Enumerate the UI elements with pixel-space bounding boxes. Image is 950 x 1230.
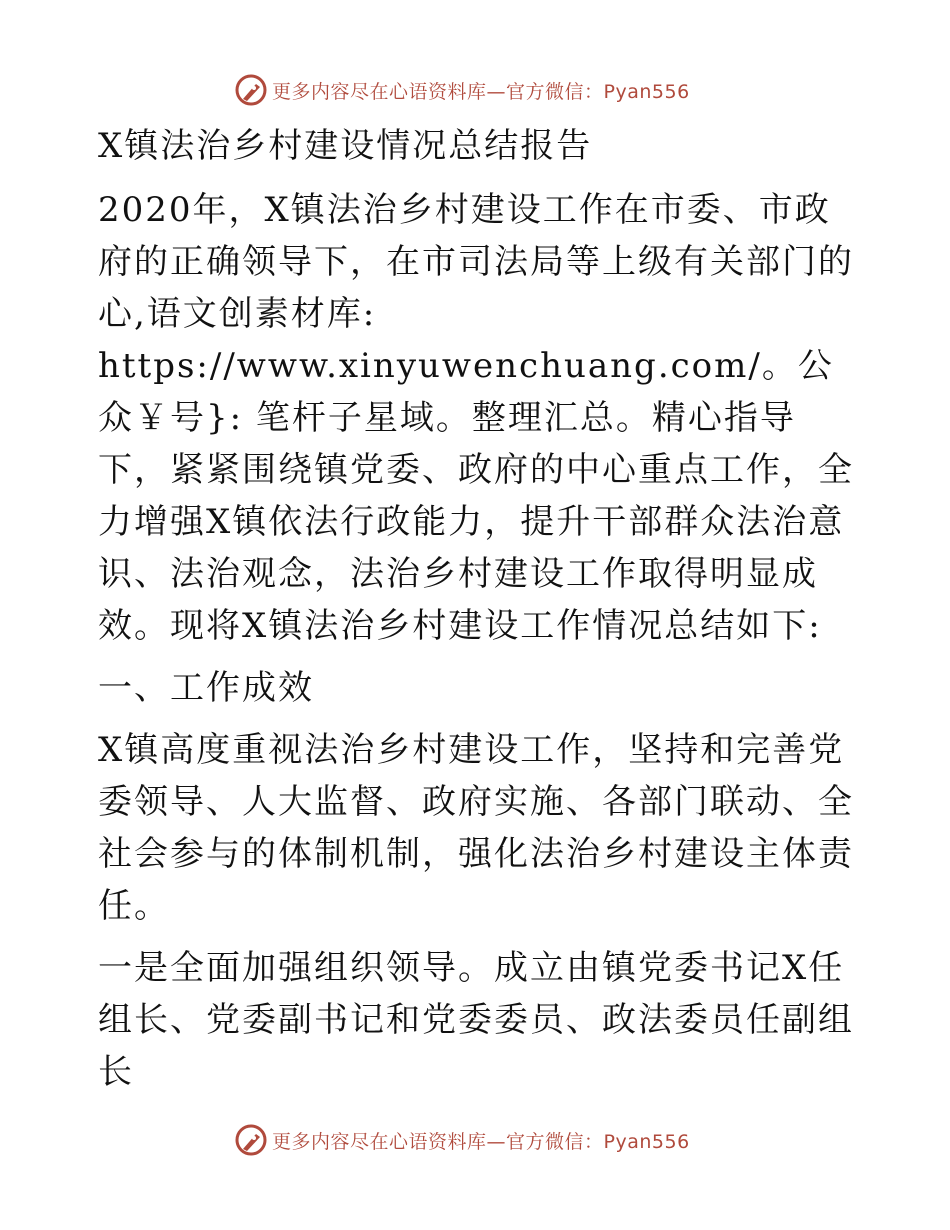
pen-nib-logo-icon (234, 73, 268, 107)
paragraph-intro: 2020年，X镇法治乡村建设工作在市委、市政府的正确领导下，在市司法局等上级有关部门的心,语文创素材库: https://www.xinyuwenchuang.com/。公众￥号}: 笔杆子星域。整理汇总。精心指导下，紧紧围绕镇党委、政府的中心重点工作，全力增强X镇依法行政能力，提升干部群众法治意识、法治观念，法治乡村建设工作取得明显成效。现将X镇法治乡村建设工作情况总结如下: (98, 190, 854, 646)
pen-nib-logo-icon (234, 1123, 268, 1157)
watermark-banner-top (234, 70, 714, 110)
document-body (98, 120, 858, 1108)
watermark-text: 更多内容尽在心语资料库—官方微信：Pyan556 (272, 1130, 690, 1153)
paragraph-first-point: 一是全面加强组织领导。成立由镇党委书记X任组长、党委副书记和党委委员、政法委员任副组长 (98, 948, 854, 1092)
watermark-banner-bottom (234, 1120, 714, 1160)
watermark-text: 更多内容尽在心语资料库—官方微信：Pyan556 (272, 80, 690, 103)
paragraph-overview: X镇高度重视法治乡村建设工作，坚持和完善党委领导、人大监督、政府实施、各部门联动、全社会参与的体制机制，强化法治乡村建设主体责任。 (98, 730, 854, 926)
section-heading: 一、工作成效 (98, 668, 314, 708)
document-title: X镇法治乡村建设情况总结报告 (98, 126, 593, 166)
